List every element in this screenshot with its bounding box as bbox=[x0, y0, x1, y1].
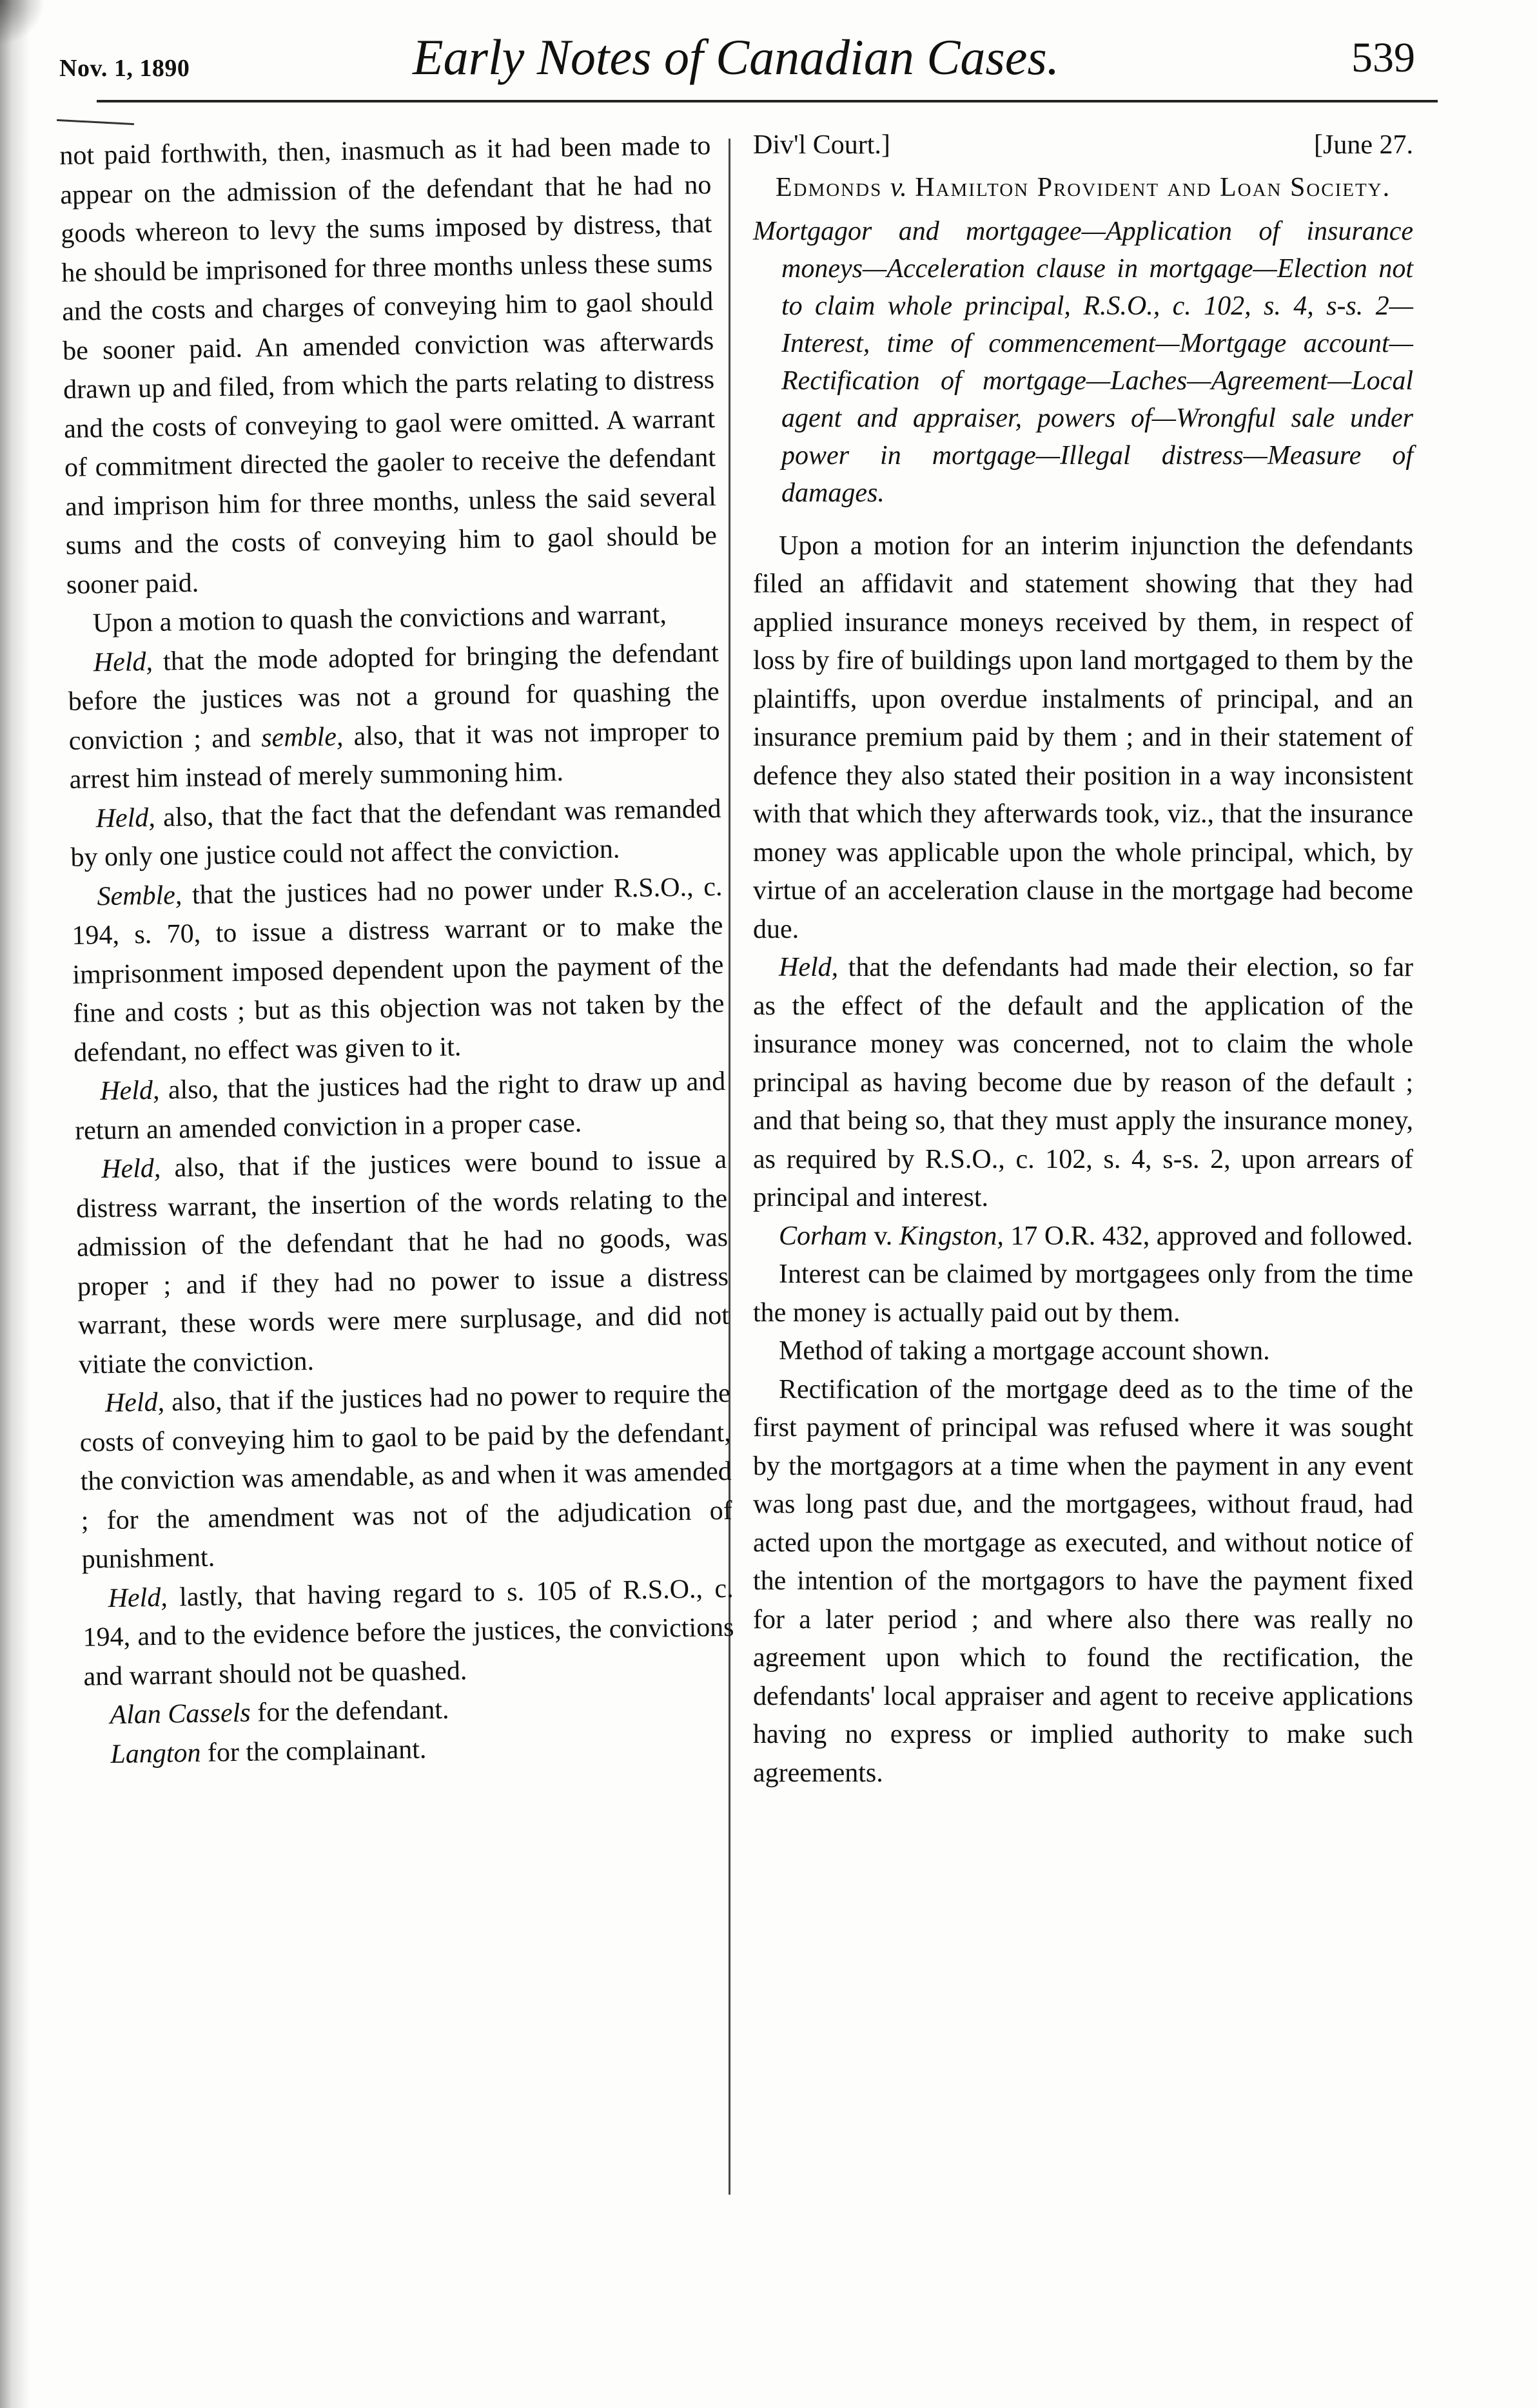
text: also, that if the justices were bound to issue a distress warrant, the insertion of the words relating to the admission of the defendant that he had no goods, was proper ; and if they had no power to issue a distress warrant, these words were mere surplusage, and did not vitiate the conviction. bbox=[75, 1144, 730, 1380]
case-title bbox=[753, 169, 1413, 206]
held-label: Held, bbox=[104, 1387, 165, 1419]
paragraph bbox=[79, 1374, 733, 1579]
text: lastly, that having regard to s. 105 of R.S.O., c. 194, and to the evidence before the justices, the convictions and warrant should not be quashed. bbox=[83, 1573, 734, 1692]
paragraph: Interest can be claimed by mortgagees only from the time the money is actually paid out by them. bbox=[753, 1259, 1413, 1328]
held-label: Held, bbox=[779, 953, 839, 982]
paragraph bbox=[75, 1140, 730, 1384]
paragraph bbox=[753, 949, 1413, 1218]
held-label: Held, bbox=[99, 1075, 160, 1107]
case-cite-v: v. bbox=[866, 1221, 899, 1251]
text: also, that if the justices had no power to require the costs of conveying him to gaol to be paid by the defendant, the conviction was amendable, as and when it was amended ; for the amendment was not of the adjudication of punishment. bbox=[79, 1378, 732, 1575]
semble-label: Semble, bbox=[97, 880, 182, 911]
case-versus: v. bbox=[890, 172, 907, 202]
headnote: Mortgagor and mortgagee—Application of insurance moneys—Acceleration clause in mortgage—Election not to claim whole principal, R.S.O., c. 102, s. 4, s-s. 2—Interest, time of commencement—Mortgage account—Rectification of mortgage—Laches—Agreement—Local agent and appraiser, powers of—Wrongful sale under power in mortgage—Illegal distress—Measure of damages. bbox=[753, 216, 1413, 508]
paragraph bbox=[82, 1569, 735, 1696]
paragraph: Rectification of the mortgage deed as to the time of the first payment of principal was refused where it was sought by the mortgagors at a time when the payment in any event was long past due, and the mortgagees, without fraud, had acted upon the mortgage as executed, and without notice of the intention of the mortgagors to have the payment fixed for a later period ; and where also there was really no agreement upon which to found the rectification, the defendants' local appraiser and agent to receive applications having no express or implied authority to make such agreements. bbox=[753, 1374, 1413, 1788]
case-cite-b: Kingston, bbox=[899, 1221, 1004, 1251]
paragraph: Upon a motion to quash the convictions and warrant, bbox=[92, 599, 667, 639]
paragraph: Method of taking a mortgage account shown. bbox=[779, 1336, 1270, 1366]
semble-label: semble, bbox=[260, 721, 344, 753]
decision-date: [June 27. bbox=[1314, 130, 1413, 160]
text: 17 O.R. 432, approved and followed. bbox=[1003, 1221, 1413, 1251]
text: also, that the fact that the defendant was remanded by only one justice could not affect the conviction. bbox=[70, 793, 721, 873]
case-cite-a: Corham bbox=[779, 1221, 867, 1251]
text: also, that the justices had the right to draw up and return an amended conviction in a proper case. bbox=[74, 1066, 726, 1146]
counsel-role: for the defendant. bbox=[250, 1694, 449, 1728]
held-label: Held, bbox=[101, 1153, 161, 1185]
left-column bbox=[59, 126, 736, 1774]
case-party-2: Hamilton Provident and Loan Society. bbox=[915, 172, 1391, 202]
held-label: Held, bbox=[108, 1582, 168, 1613]
paragraph bbox=[71, 867, 725, 1072]
text: that the defendants had made their election, so far as the effect of the default and the application of the insurance money was concerned, not to claim the whole principal as having become due by reason of the default ; and that being so, that they must apply the insurance money, as required by R.S.O., c. 102, s. 4, s-s. 2, upon arrears of principal and interest. bbox=[753, 953, 1413, 1212]
column-divider bbox=[729, 139, 730, 2195]
court-name: Div'l Court.] bbox=[753, 130, 890, 160]
paragraph: Upon a motion for an interim injunction the defendants filed an affidavit and statement showing that they had applied insurance moneys received by them, in respect of loss by fire of buildings upon land mortgaged to them by the plaintiffs, upon overdue instalments of principal, and an insurance premium paid by them ; and in their statement of defence they also stated their position in a way inconsistent with that which they afterwards took, viz., that the insurance money was applicable upon the whole principal, which, by virtue of an acceleration clause in the mortgage had become due. bbox=[753, 530, 1413, 944]
paragraph bbox=[67, 634, 721, 800]
counsel-name: Alan Cassels bbox=[110, 1698, 251, 1731]
text: that the justices had no power under R.S.O., c. 194, s. 70, to issue a distress warrant or to make the imprisonment imposed dependent upon the payment of the fine and costs ; but as this objection was not taken by the defendant, no effect was given to it. bbox=[72, 871, 725, 1068]
paragraph bbox=[70, 790, 722, 878]
header-rule bbox=[97, 100, 1438, 102]
counsel-role: for the complainant. bbox=[201, 1734, 427, 1768]
case-party-1: Edmonds bbox=[775, 172, 883, 202]
page-number: 539 bbox=[1351, 34, 1415, 81]
header-date: Nov. 1, 1890 bbox=[59, 55, 190, 82]
running-title: Early Notes of Canadian Cases. bbox=[413, 29, 1060, 85]
text: also, that it was not improper to arrest him instead of merely summoning him. bbox=[69, 715, 720, 795]
text: that the mode adopted for bringing the defendant before the justices was not a ground for quashing the conviction ; and bbox=[68, 637, 720, 756]
paragraph: not paid forthwith, then, inasmuch as it had been made to appear on the admission of the defendant that he had no goods whereon to levy the sums imposed by distress, that he should be imprisoned for three months unless these sums and the costs and charges of conveying him to gaol should be sooner paid. An amended conviction was afterwards drawn up and filed, from which the parts relating to distress and the costs of conveying to gaol were omitted. A warrant of commitment directed the gaoler to receive the defendant and imprison him for three months, unless the said several sums and the costs of conveying him to gaol should be sooner paid. bbox=[59, 131, 718, 600]
right-column bbox=[753, 126, 1413, 1792]
paragraph bbox=[753, 1218, 1413, 1256]
held-label: Held, bbox=[95, 802, 156, 833]
header-rule-stub bbox=[57, 119, 134, 125]
held-label: Held, bbox=[93, 646, 153, 677]
paragraph bbox=[74, 1062, 727, 1151]
court-line bbox=[753, 126, 1413, 165]
counsel-name: Langton bbox=[110, 1738, 201, 1769]
